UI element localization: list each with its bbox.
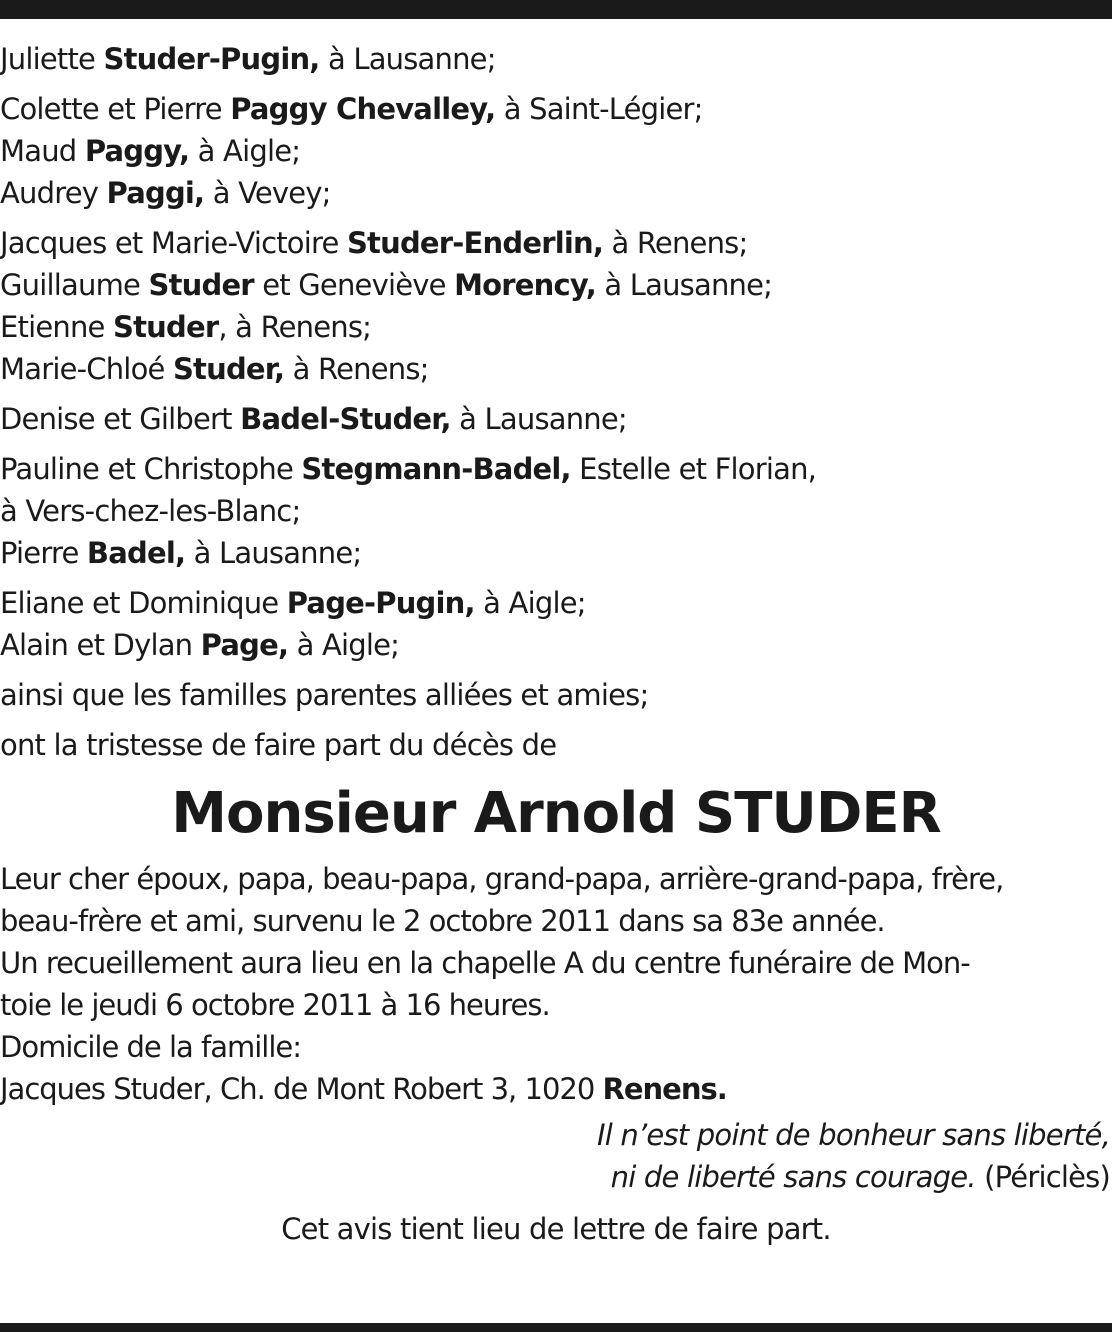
body-line: toie le jeudi 6 octobre 2011 à 16 heures.	[0, 988, 550, 1022]
body-line: beau-frère et ami, survenu le 2 octobre 2011 dans sa 83e année.	[0, 904, 885, 938]
family-name: Badel,	[86, 536, 186, 570]
family-name: Studer-Enderlin,	[346, 226, 604, 260]
location: , à Renens;	[218, 310, 372, 344]
family-name: Studer,	[172, 352, 285, 386]
family-line	[0, 448, 1112, 490]
family-name: Studer	[113, 310, 219, 344]
first-names: et Geneviève	[253, 268, 455, 302]
first-names: Juliette	[0, 42, 104, 76]
location: à Aigle;	[474, 586, 586, 620]
family-group	[0, 448, 1112, 574]
family-name: Badel-Studer,	[240, 402, 451, 436]
location: à Renens;	[284, 352, 429, 386]
body-line: Un recueillement aura lieu en la chapelle A du centre funéraire de Mon-	[0, 946, 970, 980]
family-line	[0, 582, 1112, 624]
top-rule	[0, 0, 1112, 19]
quote-author: (Périclès)	[975, 1160, 1110, 1194]
quote-block	[0, 1114, 1112, 1198]
first-names: Pauline et Christophe	[0, 452, 302, 486]
first-names: Jacques et Marie-Victoire	[0, 226, 347, 260]
quote-line	[0, 1114, 1110, 1156]
family-name: Page,	[200, 628, 289, 662]
family-line	[0, 532, 1112, 574]
footer-note: Cet avis tient lieu de lettre de faire part.	[281, 1212, 831, 1246]
deceased-name: Monsieur Arnold STUDER	[171, 781, 941, 846]
family-group	[0, 222, 1112, 390]
family-name: Stegmann-Badel,	[301, 452, 571, 486]
family-group	[0, 38, 1112, 80]
location: à Saint-Légier;	[495, 92, 703, 126]
family-name: Paggy Chevalley,	[230, 92, 496, 126]
first-names: Alain et Dylan	[0, 628, 201, 662]
family-line	[0, 172, 1112, 214]
location: à Aigle;	[288, 628, 400, 662]
family-name: Studer-Pugin,	[103, 42, 320, 76]
family-line	[0, 306, 1112, 348]
family-list	[0, 38, 1112, 766]
family-name: Studer	[148, 268, 254, 302]
bottom-rule	[0, 1323, 1112, 1332]
address-line	[0, 1068, 1112, 1110]
address-city: Renens.	[602, 1072, 727, 1106]
location: à Aigle;	[189, 134, 301, 168]
location: à Vers-chez-les-Blanc;	[0, 494, 301, 528]
family-group	[0, 674, 1112, 716]
first-names: Colette et Pierre	[0, 92, 231, 126]
family-line	[0, 624, 1112, 666]
first-names: Guillaume	[0, 268, 149, 302]
quote-text: ni de liberté sans courage.	[610, 1160, 976, 1194]
address-text: Jacques Studer, Ch. de Mont Robert 3, 1020	[0, 1072, 603, 1106]
body-line: Leur cher époux, papa, beau-papa, grand-papa, arrière-grand-papa, frère,	[0, 862, 1004, 896]
location: à Vevey;	[204, 176, 331, 210]
first-names: Denise et Gilbert	[0, 402, 241, 436]
family-line	[0, 38, 1112, 80]
location: Estelle et Florian,	[570, 452, 817, 486]
relatives-line: ainsi que les familles parentes alliées et amies;	[0, 678, 649, 712]
first-names: Maud	[0, 134, 85, 168]
family-line	[0, 348, 1112, 390]
location: à Renens;	[603, 226, 748, 260]
family-group	[0, 88, 1112, 214]
family-line	[0, 88, 1112, 130]
first-names: Eliane et Dominique	[0, 586, 287, 620]
obituary-notice	[0, 38, 1112, 1250]
family-group	[0, 398, 1112, 440]
family-group	[0, 582, 1112, 666]
announcement-line: ont la tristesse de faire part du décès de	[0, 728, 557, 762]
body-line: Domicile de la famille:	[0, 1030, 302, 1064]
location: à Lausanne;	[595, 268, 773, 302]
first-names: Etienne	[0, 310, 114, 344]
first-names: Pierre	[0, 536, 87, 570]
location: à Lausanne;	[450, 402, 627, 436]
family-name: Morency,	[454, 268, 596, 302]
notice-body	[0, 858, 1112, 1110]
family-line	[0, 398, 1112, 440]
family-line	[0, 130, 1112, 172]
first-names: Audrey	[0, 176, 107, 210]
family-group	[0, 724, 1112, 766]
location: à Lausanne;	[319, 42, 496, 76]
family-line	[0, 490, 1112, 532]
quote-line	[0, 1156, 1110, 1198]
family-line	[0, 264, 1112, 306]
family-line	[0, 222, 1112, 264]
quote-text: Il n’est point de bonheur sans liberté,	[597, 1118, 1110, 1152]
first-names: Marie-Chloé	[0, 352, 173, 386]
location: à Lausanne;	[185, 536, 362, 570]
family-name: Paggy,	[84, 134, 190, 168]
family-name: Paggi,	[106, 176, 205, 210]
family-name: Page-Pugin,	[286, 586, 475, 620]
